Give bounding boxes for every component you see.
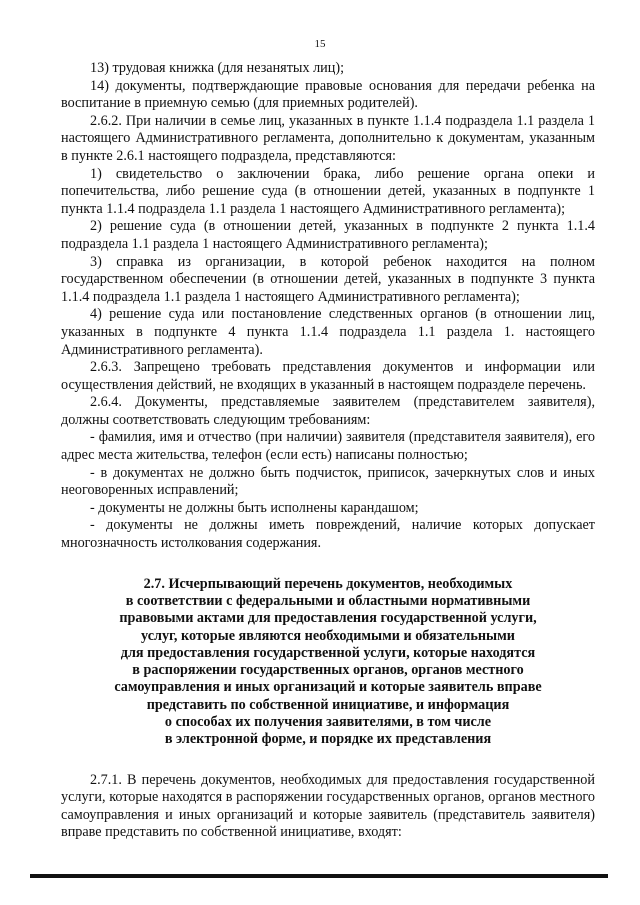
- heading-line: самоуправления и иных организаций и которые заявитель вправе: [114, 679, 542, 696]
- heading-line: для предоставления государственной услуги, которые находятся: [120, 644, 536, 661]
- requirement-item: - документы не должны быть исполнены карандашом;: [90, 499, 419, 516]
- requirement-item: - в документах не должно быть подчисток, приписок, зачеркнутых слов и иных неоговоренных исправлений;: [61, 464, 595, 499]
- heading-line: в электронной форме, и порядке их представления: [164, 731, 492, 748]
- paragraph-2-6-2: 2.6.2. При наличии в семье лиц, указанных в пункте 1.1.4 подраздела 1.1 раздела 1 настоящего Административного регламента, дополнительно к документам, указанным в пункте 2.6.1 настоящего подраздела, представляются:: [61, 112, 595, 164]
- paragraph-2-6-4: 2.6.4. Документы, представляемые заявителем (представителем заявителя), должны соответствовать следующим требованиям:: [61, 394, 595, 428]
- bottom-divider: [30, 874, 608, 878]
- list-item: 3) справка из организации, в которой ребенок находится на полном государственном обеспечении (в отношении детей, указанных в подпункте 3 пункта 1.1.4 подраздела 1.1 раздела 1 настоящего Административного регламента);: [61, 253, 595, 305]
- heading-line: в распоряжении государственных органов, органов местного: [132, 662, 524, 679]
- list-item: 2) решение суда (в отношении детей, указанных в подпункте 2 пункта 1.1.4 подраздела 1.1 раздела 1 настоящего Административного регламента);: [61, 218, 595, 252]
- page-number: 15: [314, 38, 326, 50]
- paragraph-2-7-1: 2.7.1. В перечень документов, необходимых для предоставления государственной услуги, которые находятся в распоряжении государственных органов, органов местного самоуправления и иных организаций и которые заявитель (представитель заявителя) вправе представить по собственной инициативе, входят:: [61, 771, 595, 841]
- requirement-item: - фамилия, имя и отчество (при наличии) заявителя (представителя заявителя), его адрес места жительства, телефон (если есть) написаны полностью;: [61, 429, 595, 464]
- heading-line: 2.7. Исчерпывающий перечень документов, необходимых: [143, 575, 513, 592]
- heading-line: представить по собственной инициативе, и информация: [146, 696, 510, 713]
- list-item: 13) трудовая книжка (для незанятых лиц);: [90, 60, 345, 76]
- heading-line: правовыми актами для предоставления государственной услуги,: [119, 610, 537, 627]
- list-item: 1) свидетельство о заключении брака, либо решение органа опеки и попечительства, либо решение суда (в отношении детей, указанных в подпункте 1 пункта 1.1.4 подраздела 1.1 раздела 1 настоящего Административного регламента);: [61, 165, 595, 217]
- list-item: 14) документы, подтверждающие правовые основания для передачи ребенка на воспитание в приемную семью (для приемных родителей).: [61, 77, 595, 112]
- paragraph-2-6-3: 2.6.3. Запрещено требовать представления документов и информации или осуществления действий, не входящих в указанный в настоящем подразделе перечень.: [61, 359, 595, 393]
- section-heading-2-7: [61, 576, 595, 749]
- list-item: 4) решение суда или постановление следственных органов (в отношении лиц, указанных в подпункте 4 пункта 1.1.4 подраздела 1.1 раздела 1. настоящего Административного регламента).: [61, 306, 595, 358]
- document-body: [61, 60, 595, 842]
- heading-line: о способах их получения заявителями, в том числе: [164, 714, 492, 730]
- heading-line: в соответствии с федеральными и областными нормативными: [125, 592, 531, 609]
- heading-line: услуг, которые являются необходимыми и обязательными: [141, 627, 515, 644]
- requirement-item: - документы не должны иметь повреждений, наличие которых допускает многозначность истолкования содержания.: [61, 517, 595, 552]
